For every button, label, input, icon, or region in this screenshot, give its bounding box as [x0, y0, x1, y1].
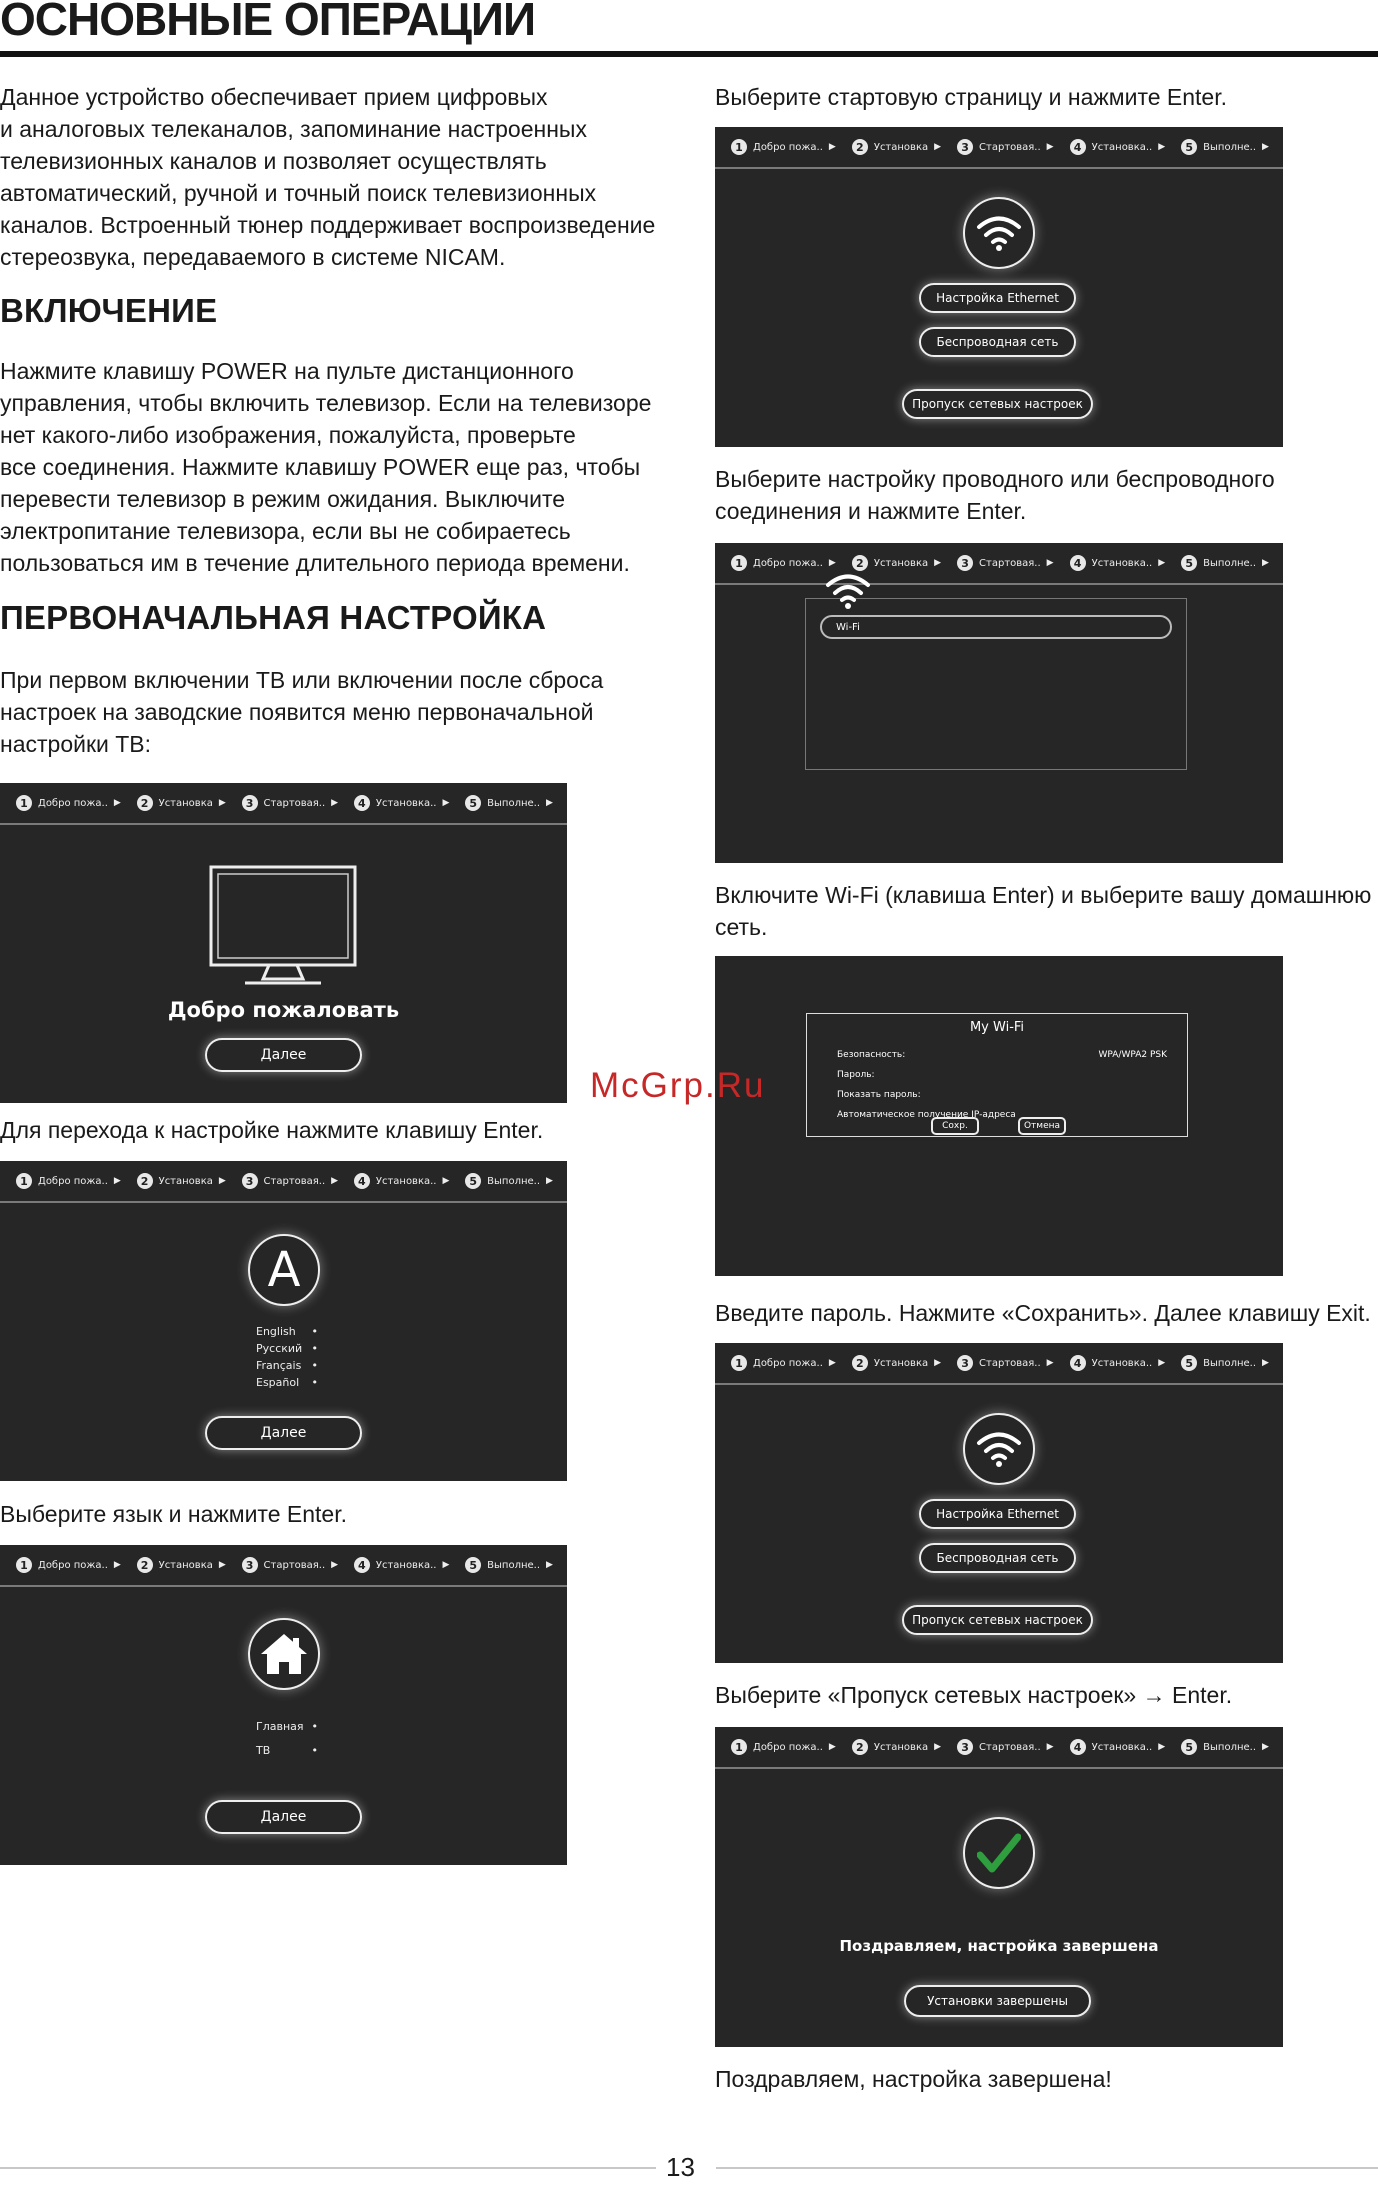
- step-number: 5: [1181, 1355, 1197, 1371]
- step-label: Установка: [873, 557, 929, 569]
- step-label: Стартовая..: [979, 1357, 1041, 1369]
- step-number: 4: [354, 1173, 370, 1189]
- step-arrow-icon: ▶: [442, 1560, 450, 1570]
- screen-done: [715, 1727, 1283, 2047]
- security-label: Безопасность:: [837, 1050, 906, 1060]
- step-arrow-icon: ▶: [1158, 1742, 1166, 1752]
- next-button[interactable]: Далее: [205, 1038, 362, 1072]
- step-number: 2: [852, 1355, 868, 1371]
- security-value: WPA/WPA2 PSK: [1098, 1050, 1167, 1060]
- step-arrow-icon: ▶: [1158, 1358, 1166, 1368]
- steps-bar: [715, 1727, 1283, 1769]
- wireless-button[interactable]: Беспроводная сеть: [919, 327, 1076, 357]
- intro-paragraph: Данное устройство обеспечивает прием цифровых и аналоговых телеканалов, запоминание настроенных телевизионных каналов и позволяет осуществлять автоматический, ручной и точный поиск телевизионных каналов. Встроенный тюнер поддерживает воспроизведение стереозвука, передаваемого в системе NICAM.: [0, 84, 656, 270]
- screen-language: [0, 1161, 567, 1481]
- step-item: [465, 1173, 553, 1189]
- step-arrow-icon: ▶: [828, 142, 836, 152]
- list-item[interactable]: Français •: [256, 1359, 318, 1372]
- step-label: Выполне..: [487, 797, 541, 809]
- step-number: 4: [1070, 1355, 1086, 1371]
- step-number: 4: [1070, 555, 1086, 571]
- step-arrow-icon: ▶: [218, 798, 226, 808]
- step-arrow-icon: ▶: [331, 1560, 339, 1570]
- step-label: Установка: [158, 797, 213, 809]
- step-arrow-icon: ▶: [1046, 1358, 1054, 1368]
- caption-wifi-list: Включите Wi-Fi (клавиша Enter) и выберите вашу домашнюю сеть.: [715, 882, 1372, 940]
- list-item[interactable]: Главная •: [256, 1720, 318, 1733]
- step-item: [731, 555, 836, 571]
- step-arrow-icon: ▶: [934, 142, 942, 152]
- step-item: [852, 1739, 941, 1755]
- step-label: Добро пожа..: [753, 1357, 823, 1369]
- step-item: [957, 555, 1054, 571]
- step-item: [1070, 139, 1166, 155]
- step-number: 3: [957, 1739, 973, 1755]
- step-item: [1070, 555, 1166, 571]
- footer-rule-right: [716, 2167, 1378, 2169]
- step-number: 1: [731, 555, 747, 571]
- list-item[interactable]: English •: [256, 1325, 318, 1338]
- step-arrow-icon: ▶: [546, 1176, 553, 1186]
- step-item: [137, 1557, 226, 1573]
- caption-language: Выберите язык и нажмите Enter.: [0, 1501, 347, 1527]
- step-label: Добро пожа..: [753, 141, 823, 153]
- next-button[interactable]: Далее: [205, 1800, 362, 1834]
- step-number: 4: [1070, 139, 1086, 155]
- step-label: Добро пожа..: [38, 1559, 108, 1571]
- list-item[interactable]: Русский •: [256, 1342, 318, 1355]
- caption-home: Выберите стартовую страницу и нажмите Enter.: [715, 84, 1228, 110]
- power-heading: ВКЛЮЧЕНИЕ: [0, 292, 218, 329]
- step-number: 5: [465, 1173, 481, 1189]
- step-arrow-icon: ▶: [1262, 558, 1269, 568]
- step-number: 5: [465, 1557, 481, 1573]
- step-label: Добро пожа..: [753, 1741, 823, 1753]
- step-label: Стартовая..: [263, 1559, 326, 1571]
- wifi-signal-icon: [825, 572, 871, 614]
- step-number: 3: [957, 1355, 973, 1371]
- step-item: [1181, 555, 1269, 571]
- step-number: 3: [242, 1557, 258, 1573]
- watermark: McGrp.Ru: [590, 1066, 766, 1105]
- step-label: Установка..: [1091, 1741, 1153, 1753]
- step-item: [1070, 1739, 1166, 1755]
- steps-bar: [715, 127, 1283, 169]
- list-item[interactable]: ТВ •: [256, 1744, 318, 1757]
- step-number: 5: [1181, 1739, 1197, 1755]
- step-item: [354, 795, 450, 811]
- screen-wifi-dialog: [715, 956, 1283, 1276]
- step-number: 2: [852, 1739, 868, 1755]
- step-arrow-icon: ▶: [113, 1560, 121, 1570]
- step-arrow-icon: ▶: [1262, 1358, 1269, 1368]
- step-item: [852, 1355, 941, 1371]
- caption-welcome: Для перехода к настройке нажмите клавишу Enter.: [0, 1117, 544, 1143]
- step-label: Добро пожа..: [38, 1175, 108, 1187]
- home-icon: [248, 1618, 320, 1690]
- step-label: Выполне..: [1203, 141, 1257, 153]
- step-item: [242, 1557, 339, 1573]
- screen-home: [0, 1545, 567, 1865]
- list-item[interactable]: Español •: [256, 1376, 318, 1389]
- step-label: Стартовая..: [263, 1175, 326, 1187]
- step-item: [1181, 1355, 1269, 1371]
- step-arrow-icon: ▶: [218, 1176, 226, 1186]
- step-item: [137, 1173, 226, 1189]
- step-item: [242, 795, 339, 811]
- step-item: [852, 139, 941, 155]
- step-arrow-icon: ▶: [934, 1358, 942, 1368]
- step-label: Стартовая..: [979, 141, 1041, 153]
- step-label: Установка..: [1091, 557, 1153, 569]
- step-number: 3: [242, 795, 258, 811]
- step-arrow-icon: ▶: [934, 558, 942, 568]
- step-item: [957, 1739, 1054, 1755]
- steps-bar: [715, 1343, 1283, 1385]
- step-arrow-icon: ▶: [1262, 142, 1269, 152]
- step-number: 2: [137, 1173, 153, 1189]
- finish-button[interactable]: Установки завершены: [904, 1985, 1091, 2017]
- step-label: Добро пожа..: [38, 797, 108, 809]
- step-arrow-icon: ▶: [113, 1176, 121, 1186]
- wifi-dialog: [806, 1013, 1188, 1137]
- step-label: Установка: [873, 141, 929, 153]
- setup-paragraph: При первом включении ТВ или включении после сброса настроек на заводские появится меню первоначальной настройки ТВ:: [0, 667, 604, 757]
- step-arrow-icon: ▶: [546, 1560, 553, 1570]
- step-arrow-icon: ▶: [331, 1176, 339, 1186]
- step-arrow-icon: ▶: [1158, 142, 1166, 152]
- dialog-title: My Wi-Fi: [969, 1020, 1025, 1035]
- steps-bar: [715, 543, 1283, 585]
- tv-icon: [209, 865, 357, 999]
- step-number: 2: [852, 139, 868, 155]
- power-paragraph: Нажмите клавишу POWER на пульте дистанционного управления, чтобы включить телевизор. Если на телевизоре нет какого-либо изображения, пожалуйста, проверьте все соединения. Нажмите клавишу POWER еще раз, чтобы перевести телевизор в режим ожидания. Выключите электропитание телевизора, если вы не собираетесь пользоваться им в течение длительного периода времени.: [0, 358, 652, 576]
- step-item: [242, 1173, 339, 1189]
- step-label: Установка: [873, 1357, 929, 1369]
- step-label: Установка..: [375, 1559, 437, 1571]
- step-label: Установка: [158, 1175, 213, 1187]
- step-arrow-icon: ▶: [1262, 1742, 1269, 1752]
- step-label: Выполне..: [1203, 1357, 1257, 1369]
- step-number: 1: [16, 1173, 32, 1189]
- show-password-toggle[interactable]: Показать пароль:: [837, 1090, 921, 1100]
- step-item: [354, 1557, 450, 1573]
- step-item: [1181, 139, 1269, 155]
- welcome-title: Добро пожаловать: [167, 998, 400, 1022]
- footer-rule-left: [0, 2167, 656, 2169]
- skip-network-button[interactable]: Пропуск сетевых настроек: [902, 1605, 1093, 1635]
- step-arrow-icon: ▶: [546, 798, 553, 808]
- step-number: 3: [957, 555, 973, 571]
- caption-wifi-dialog: Введите пароль. Нажмите «Сохранить». Далее клавишу Exit.: [715, 1300, 1371, 1326]
- done-message: Поздравляем, настройка завершена: [839, 1937, 1159, 1955]
- screen-network-skip: [715, 1343, 1283, 1663]
- step-number: 1: [731, 139, 747, 155]
- step-label: Установка..: [375, 797, 437, 809]
- step-number: 1: [16, 795, 32, 811]
- step-label: Установка..: [1091, 141, 1153, 153]
- step-number: 3: [957, 139, 973, 155]
- step-number: 3: [242, 1173, 258, 1189]
- cancel-button[interactable]: Отмена: [1018, 1117, 1066, 1135]
- steps-bar: [0, 1545, 567, 1587]
- step-item: [1070, 1355, 1166, 1371]
- step-number: 4: [354, 795, 370, 811]
- wifi-icon: [963, 1413, 1035, 1485]
- step-item: [852, 555, 941, 571]
- checkmark-icon: [963, 1817, 1035, 1889]
- step-label: Выполне..: [487, 1175, 541, 1187]
- step-label: Стартовая..: [979, 557, 1041, 569]
- step-arrow-icon: ▶: [442, 1176, 450, 1186]
- step-item: [137, 795, 226, 811]
- step-arrow-icon: ▶: [113, 798, 121, 808]
- step-item: [16, 1557, 121, 1573]
- step-number: 4: [354, 1557, 370, 1573]
- screen-network: [715, 127, 1283, 447]
- step-item: [731, 1739, 836, 1755]
- step-number: 4: [1070, 1739, 1086, 1755]
- step-label: Выполне..: [487, 1559, 541, 1571]
- screen-welcome: [0, 783, 567, 1103]
- step-item: [731, 139, 836, 155]
- ethernet-button[interactable]: Настройка Ethernet: [919, 1499, 1076, 1529]
- step-number: 1: [731, 1355, 747, 1371]
- step-number: 5: [1181, 555, 1197, 571]
- step-item: [16, 795, 121, 811]
- step-arrow-icon: ▶: [218, 1560, 226, 1570]
- step-number: 5: [1181, 139, 1197, 155]
- step-item: [465, 795, 553, 811]
- step-arrow-icon: ▶: [331, 798, 339, 808]
- step-label: Установка: [873, 1741, 929, 1753]
- password-field[interactable]: Пароль:: [837, 1070, 875, 1080]
- wifi-icon: [963, 197, 1035, 269]
- step-number: 2: [137, 795, 153, 811]
- step-label: Выполне..: [1203, 1741, 1257, 1753]
- step-label: Установка..: [1091, 1357, 1153, 1369]
- step-label: Установка..: [375, 1175, 437, 1187]
- ethernet-button[interactable]: Настройка Ethernet: [919, 283, 1076, 313]
- step-arrow-icon: ▶: [1046, 142, 1054, 152]
- step-item: [731, 1355, 836, 1371]
- step-label: Стартовая..: [979, 1741, 1041, 1753]
- step-item: [465, 1557, 553, 1573]
- step-arrow-icon: ▶: [442, 798, 450, 808]
- step-arrow-icon: ▶: [1046, 1742, 1054, 1752]
- step-arrow-icon: ▶: [828, 1358, 836, 1368]
- step-number: 1: [16, 1557, 32, 1573]
- step-item: [957, 1355, 1054, 1371]
- step-item: [354, 1173, 450, 1189]
- steps-bar: [0, 1161, 567, 1203]
- step-item: [957, 139, 1054, 155]
- next-button[interactable]: Далее: [205, 1416, 362, 1450]
- step-label: Установка: [158, 1559, 213, 1571]
- screen-wifi-list: [715, 543, 1283, 863]
- step-number: 5: [465, 795, 481, 811]
- page-number: 13: [666, 2152, 695, 2182]
- caption-done: Поздравляем, настройка завершена!: [715, 2066, 1112, 2092]
- step-item: [16, 1173, 121, 1189]
- step-arrow-icon: ▶: [934, 1742, 942, 1752]
- step-label: Стартовая..: [263, 797, 326, 809]
- caption-network-skip: Выберите «Пропуск сетевых настроек» → Enter.: [715, 1682, 1233, 1708]
- setup-heading: ПЕРВОНАЧАЛЬНАЯ НАСТРОЙКА: [0, 599, 547, 636]
- language-list: [256, 1323, 318, 1391]
- step-number: 1: [731, 1739, 747, 1755]
- step-number: 2: [137, 1557, 153, 1573]
- step-label: Добро пожа..: [753, 557, 823, 569]
- skip-network-button[interactable]: Пропуск сетевых настроек: [902, 389, 1093, 419]
- wireless-button[interactable]: Беспроводная сеть: [919, 1543, 1076, 1573]
- step-item: [1181, 1739, 1269, 1755]
- step-arrow-icon: ▶: [828, 1742, 836, 1752]
- steps-bar: [0, 783, 567, 825]
- language-icon: A: [248, 1234, 320, 1306]
- step-arrow-icon: ▶: [1158, 558, 1166, 568]
- step-label: Выполне..: [1203, 557, 1257, 569]
- startpage-list: [256, 1715, 318, 1763]
- wifi-list-item[interactable]: Wi-Fi: [820, 615, 1172, 639]
- step-number: 2: [852, 555, 868, 571]
- title-divider: [0, 51, 1378, 57]
- step-arrow-icon: ▶: [1046, 558, 1054, 568]
- save-button[interactable]: Сохр.: [931, 1117, 979, 1135]
- page-title: ОСНОВНЫЕ ОПЕРАЦИИ: [0, 0, 536, 45]
- step-arrow-icon: ▶: [828, 558, 836, 568]
- auto-ip-toggle[interactable]: Автоматическое получение IP-адреса: [837, 1110, 1016, 1120]
- caption-network: Выберите настройку проводного или беспроводного соединения и нажмите Enter.: [715, 466, 1275, 524]
